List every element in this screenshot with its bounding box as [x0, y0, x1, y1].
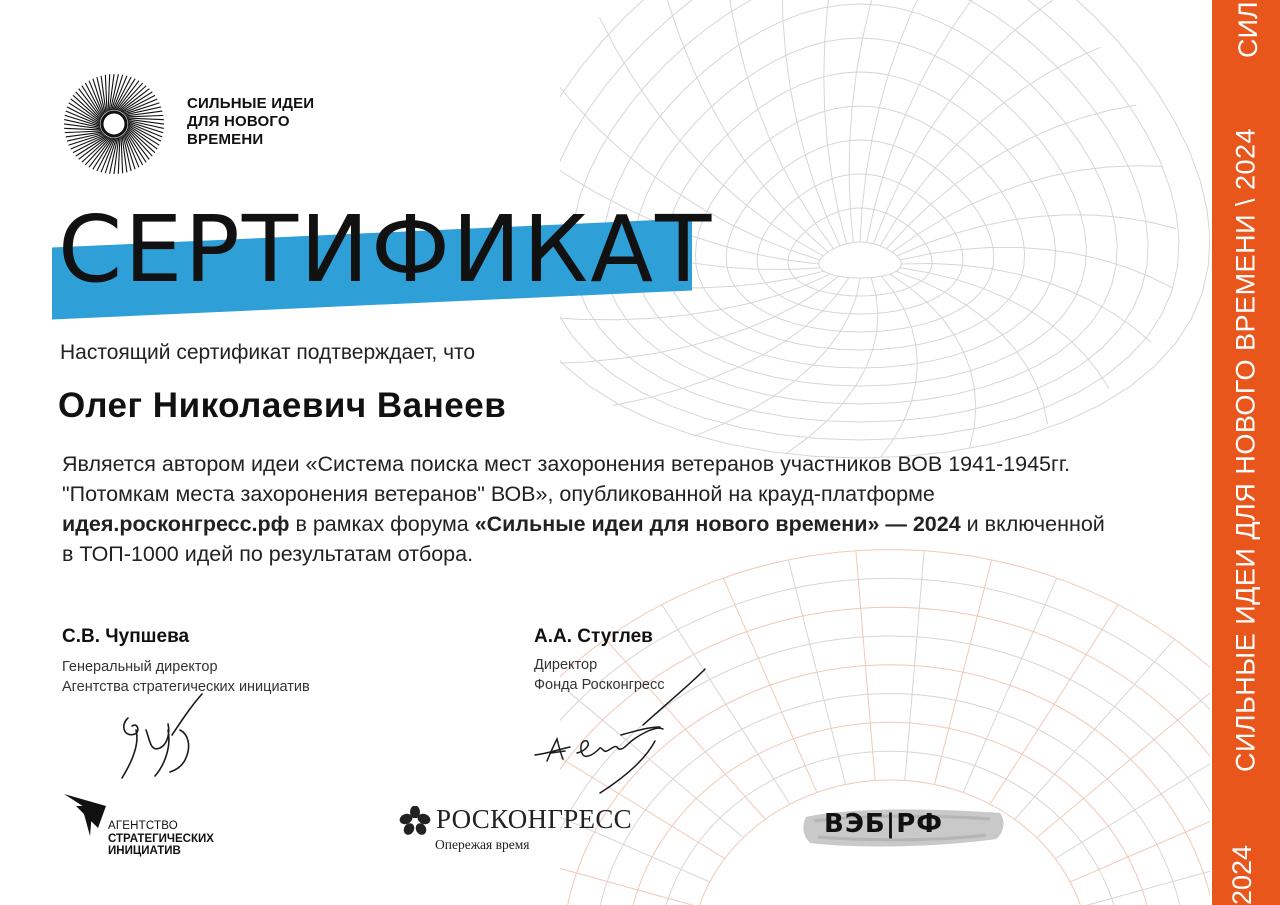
roscongress-name: РОСКОНГРЕСС	[436, 804, 632, 834]
mesh-line	[824, 0, 847, 244]
roscongress-flower-icon	[398, 806, 432, 836]
body-forum: «Сильные идеи для нового времени» — 2024	[474, 512, 961, 536]
certificate-body	[62, 449, 1112, 569]
recipient-name: Олег Николаевич Ванеев	[58, 386, 507, 425]
logo-line-1: СИЛЬНЫЕ ИДЕИ	[187, 95, 315, 112]
asi-logo-text	[108, 820, 214, 858]
veb-logo	[800, 803, 1010, 851]
signatory-1-role-line-2: Агентства стратегических инициатив	[62, 679, 310, 695]
signatory-2-role-line-1: Директор	[534, 657, 598, 673]
mesh-line	[880, 47, 1100, 246]
mesh-line	[782, 0, 840, 246]
signature-2	[525, 665, 720, 795]
mesh-line	[1070, 782, 1210, 882]
signatory-1-role-line-1: Генеральный директор	[62, 659, 218, 675]
mesh-line	[788, 208, 932, 296]
body-part-2: в рамках форума	[289, 512, 475, 536]
logo-line-3: ВРЕМЕНИ	[187, 131, 264, 148]
body-site: идея.росконгресс.рф	[62, 512, 290, 536]
logo-line-2: ДЛЯ НОВОГО	[187, 113, 290, 130]
side-band	[1212, 0, 1280, 905]
mesh-line	[897, 215, 1176, 256]
mesh-line	[723, 0, 834, 249]
mesh-line	[789, 560, 846, 784]
asi-line-2: СТРАТЕГИЧЕСКИХ	[108, 832, 214, 845]
mesh-line	[757, 174, 963, 314]
signature-1	[110, 690, 220, 785]
signatory-2-role-line-2: Фонда Росконгресс	[534, 677, 665, 693]
mesh-line	[892, 166, 1163, 253]
signatory-2-name: А.А. Стуглев	[534, 626, 653, 647]
mesh-line	[896, 271, 1048, 424]
side-band-year: 2024	[1227, 844, 1257, 905]
mesh-line	[935, 560, 992, 784]
intro-text: Настоящий сертификат подтверждает, что	[60, 341, 476, 364]
sun-core	[102, 112, 126, 136]
mesh-line	[723, 578, 817, 792]
side-band-text: СИЛЬНЫЕ ИДЕИ ДЛЯ НОВОГО ВРЕМЕНИ \ 2024	[1230, 127, 1261, 773]
mesh-line	[819, 242, 901, 278]
asi-line-3: ИНИЦИАТИВ	[108, 845, 181, 857]
mesh-line	[1037, 681, 1210, 838]
mesh-line	[849, 0, 905, 243]
body-part-3: и включенной в ТОП-1000 идей по результатам отбора.	[62, 512, 1105, 566]
body-part-1: Является автором идеи «Система поиска мест захоронения ветеранов участников ВОВ 1941-1945гг. "Потомкам места захоронения ветеранов" ВОВ», опубликованной на крауд-платформе	[62, 452, 1071, 506]
veb-text: ВЭБ|РФ	[824, 809, 944, 839]
asi-line-1: АГЕНТСТВО	[108, 820, 178, 832]
radiating-lines-sun-icon	[62, 72, 166, 176]
mesh-line	[560, 839, 699, 905]
certificate-title: СЕРТИФИКАТ	[58, 196, 714, 303]
mesh-line	[963, 578, 1057, 792]
mesh-line	[900, 247, 1173, 288]
side-band-top-text: СИЛ	[1233, 1, 1263, 58]
signatory-1-name: С.В. Чупшева	[62, 626, 190, 647]
roscongress-tagline: Опережая время	[435, 837, 530, 852]
forum-logo-text	[187, 95, 314, 149]
